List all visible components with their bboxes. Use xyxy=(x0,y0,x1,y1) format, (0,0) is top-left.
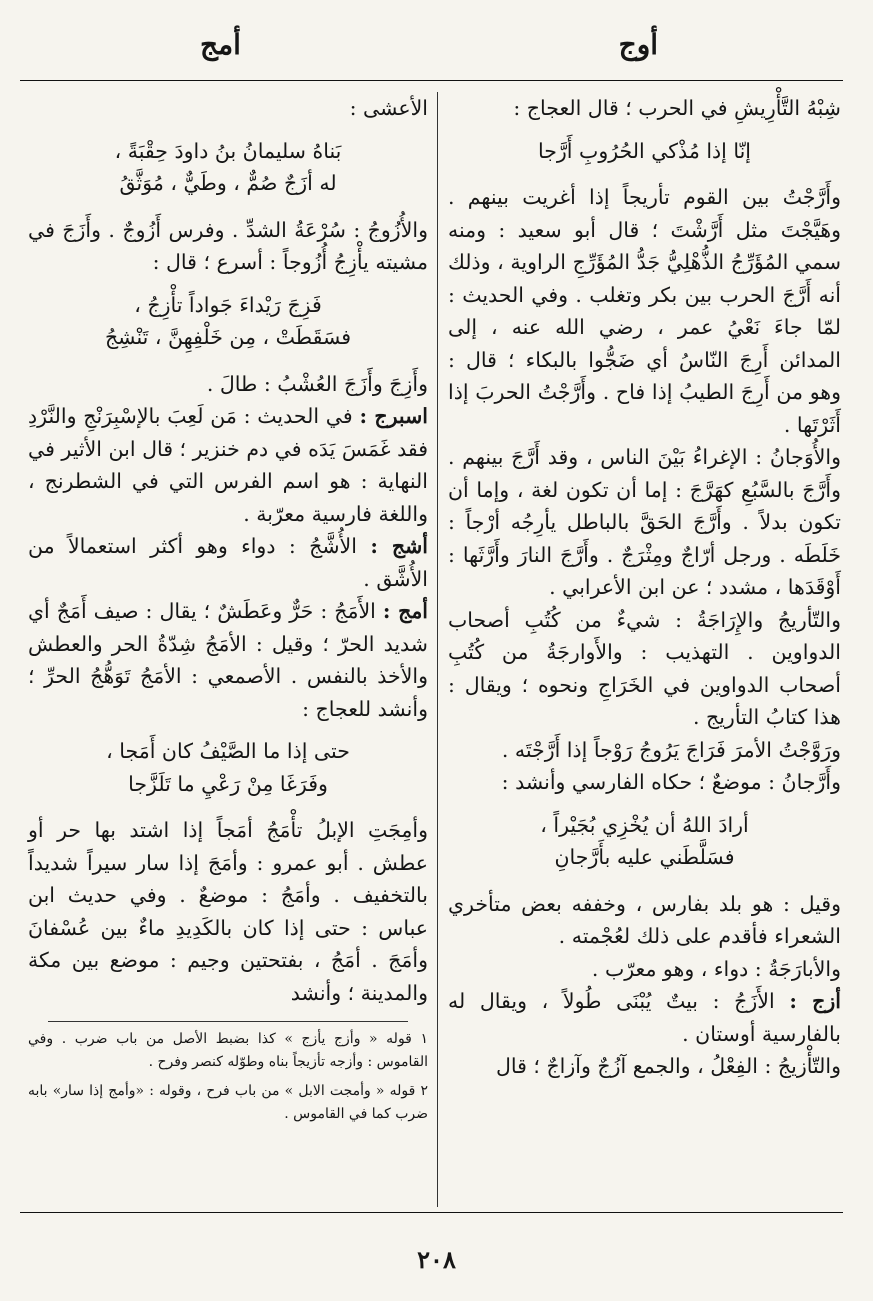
verse-line: إنّا إذا مُذْكي الحُرُوبِ أَرَّجا xyxy=(537,138,752,163)
column-divider xyxy=(437,92,438,1207)
headword: أشج : xyxy=(370,534,428,558)
footnote: ٢ قوله « وأمجت الابل » من باب فرح ، وقوله : «وأمج إذا سار» بابه ضرب كما في القاموس . xyxy=(28,1083,428,1122)
header-right-title: أوج xyxy=(618,28,658,61)
verse-line: بَناهُ سليمانُ بنُ داودَ حِقْبَةً ، xyxy=(114,138,342,163)
paragraph: وأَزِجَ وأَزَجَ العُشْبُ : طالَ . xyxy=(206,371,428,396)
paragraph: وأمِجَتِ الإبلُ تأْمَجُ أمَجاً إذا اشتد بها حر أو عطش . أبو عمرو : وأمَجَ إذا سار سيراً شديداً بالتخفيف . وأمَجُ : موضعٌ . وفي حديث ابن عباس : حتى إذا كان بالكَدِيدِ ماءٌ بين عُسْفانَ وأمَجَ . أمَجُ ، بفتحتين وجيم : موضع بين مكة والمدينة ؛ وأنشد xyxy=(28,818,428,1005)
verse-line: أرادَ اللهُ أن يُخْزِي بُجَيْراً ، xyxy=(540,812,749,837)
entry-text: الأَمَجُ : حَرٌّ وعَطَشٌ ؛ يقال : صيف أَمَجٌ أي شديد الحرّ ؛ وقيل : الأمَجُ شِدّةُ الحر والعطش والأخذ بالنفس . الأصمعي : الأمَجُ تَوَهُّجُ الحرِّ ؛ وأنشد للعجاج : xyxy=(28,599,428,721)
paragraph: والأُوَجانُ : الإغراءُ بَيْنَ الناس ، وقد أَرَّجَ بينهم . وأَرَّجَ بالسَّبُعِ كهَرَّجَ : إما أن تكون لغة ، وإما أن تكون بدلاً . وأَرَّجَ الحَقَّ بالباطل يأرِجُه أرْجاً : خَلَطَه . ورجل أرّاجٌ ومِثْرَجٌ . وأَرَّجَ النارَ وأَرَّثَها : أَوْقَدَها ، مشدد ؛ عن ابن الأعرابي . xyxy=(448,445,841,599)
verse-line: حتى إذا ما الصَّيْفُ كان أَمَجا ، xyxy=(106,739,350,763)
verse xyxy=(28,735,428,800)
footnote: ١ قوله « وأزج يأزج » كذا بضبط الأصل من باب ضرب . وفي القاموس : وأزجه تأزيجاً بناه وطوّله كنصر وفرح . xyxy=(28,1031,428,1070)
verse xyxy=(448,135,841,168)
entry-text: في الحديث : مَن لَعِبَ بالإسْبِرَنْجِ والنَّرْدِ فقد غَمَسَ يَدَه في دم خنزير ؛ قال ابن الأثير في النهاية : هو اسم الفرس التي في الشطرنج ، واللغة فارسية معرّبة . xyxy=(28,404,428,526)
paragraph: والأُزُوجُ : سُرْعَةُ الشدِّ . وفرس أَزُوجٌ . وأَزَجَ في مشيته يأْزِجُ أُزُوجاً : أسرع ؛ قال : xyxy=(28,217,428,274)
page-number: ٢٠٨ xyxy=(417,1245,456,1274)
header-left-title: أمج xyxy=(200,28,241,61)
paragraph: والأبارَجَةُ : دواء ، وهو معرّب . xyxy=(591,956,841,981)
entry-amj xyxy=(28,595,428,725)
entry-text: الأَزَجُ : بيتٌ يُبْنَى طُولاً ، ويقال له بالفارسية أوستان . xyxy=(448,989,841,1046)
paragraph: شِبْهُ التَّأْرِيشِ في الحرب ؛ قال العجاج : xyxy=(513,96,841,120)
entry-text: الأُشَّجُ : دواء وهو أكثر استعمالاً من الأُشَّق . xyxy=(28,534,428,591)
footer-rule xyxy=(20,1212,843,1213)
right-column xyxy=(448,92,841,1083)
paragraph: وقيل : هو بلد بفارس ، وخففه بعض متأخري الشعراء فأقدم على ذلك لعُجْمته . xyxy=(448,891,841,948)
headword: أمج : xyxy=(382,599,428,623)
verse-line: فسَلَّطَني عليه بأَرَّجانِ xyxy=(554,845,735,869)
paragraph: والتّأريجُ والإِرَاجَةُ : شيءٌ من كُتُبِ أصحاب الدواوين . التهذيب : والأَوارجَةُ من كُتُبِ أصحاب الدواوين في الخَرَاجِ ونحوه ؛ ويقال : هذا كتابُ التأريج . xyxy=(448,607,841,729)
entry-ashj xyxy=(28,530,428,595)
footnote-rule xyxy=(48,1021,408,1022)
verse-line: له أزَجٌ صُمٌّ ، وطَيٌّ ، مُوَثَّقُ xyxy=(119,171,337,195)
verse-line: وفَرَغَا مِنْ رَعْيِ ما تَلَزَّجا xyxy=(128,771,328,796)
header-rule xyxy=(20,80,843,81)
verse xyxy=(448,809,841,874)
verse xyxy=(28,289,428,354)
headword: أزج : xyxy=(789,989,841,1013)
paragraph: الأعشى : xyxy=(349,96,428,120)
verse xyxy=(28,135,428,200)
verse-line: فسَقَطَتْ ، مِن خَلْفِهِنَّ ، تَنْشِجُ xyxy=(104,325,352,349)
entry-isbarj xyxy=(28,400,428,530)
left-column xyxy=(28,92,428,1132)
paragraph: وأَرَّجْتُ بين القوم تأريجاً إذا أغريت بينهم . وهَيَّجْتَ مثل أَرَّشْتَ ؛ قال أبو سعيد : ومنه سمي المُؤَرِّجُ الذُّهْلِيُّ جَدُّ المُؤَرِّجِ الراوية ، وذلك أنه أَرَّجَ الحرب بين بكر وتغلب . وفي الحديث : لمّا جاءَ نَعْيُ عمر ، رضي الله عنه ، إلى المدائن أَرِجَ النّاسُ أي ضَجُّوا بالبكاء ؛ قال : وهو من أَرِجَ الطيبُ إذا فاح . وأَرَّجْتُ الحربَ إذا أَثَرْتَها . xyxy=(448,185,841,437)
headword: اسبرج : xyxy=(359,404,428,428)
paragraph: ورَوَّجْتُ الأمرَ فَرَاجَ يَرُوجُ رَوْجاً إذا أَرَّجْتَه . xyxy=(501,737,841,762)
paragraph: وأَرَّجانُ : موضعٌ ؛ حكاه الفارسي وأنشد : xyxy=(501,770,841,794)
footnotes xyxy=(28,1028,428,1126)
verse-line: فَزِجَ رَيْداءَ جَواداً تأْزِجُ ، xyxy=(134,292,322,317)
paragraph: والتّأْزيجُ : الفِعْلُ ، والجمع آزُجٌ وآزاجٌ ؛ قال xyxy=(495,1054,841,1078)
entry-azj xyxy=(448,985,841,1050)
